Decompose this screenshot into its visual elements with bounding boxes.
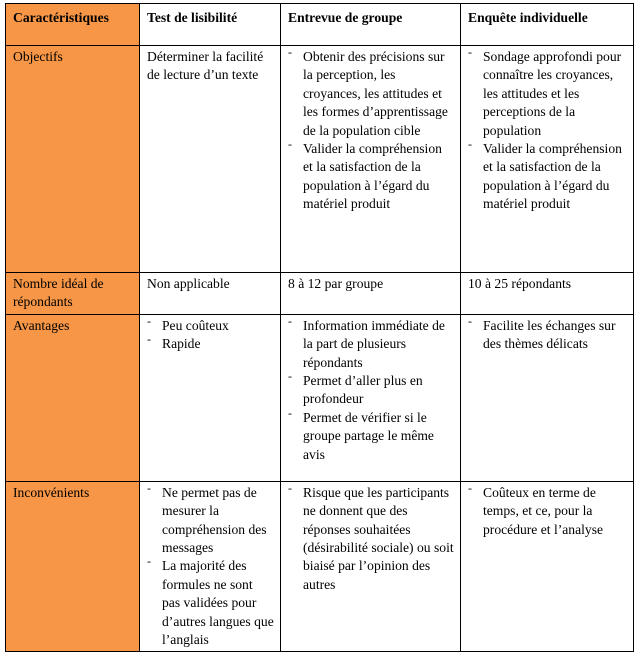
cell-objectifs-lisibilite: Déterminer la facilité de lecture d’un texte <box>140 46 281 273</box>
bullet-item: - Valider la compréhension et la satisfaction de la population à l’égard du matériel produit <box>288 140 454 214</box>
row-label-avantages: Avantages <box>6 314 140 481</box>
bullet-item: - Permet de vérifier si le groupe partage le même avis <box>288 409 454 464</box>
cell-nombre-groupe: 8 à 12 par groupe <box>281 273 461 315</box>
bullet-item: - Obtenir des précisions sur la perception, les croyances, les attitudes et les formes d’apprentissage de la population cible <box>288 48 454 140</box>
row-label-inconvenients: Inconvénients <box>6 481 140 652</box>
row-avantages <box>6 314 634 481</box>
bullet-item: - Permet d’aller plus en profondeur <box>288 372 454 409</box>
bullet-item: - Valider la compréhension et la satisfaction de la population à l’égard du matériel produit <box>468 140 627 214</box>
bullet-list <box>468 317 627 354</box>
comparison-table <box>5 3 634 652</box>
cell-objectifs-individuelle <box>461 46 634 273</box>
row-nombre <box>6 273 634 315</box>
row-label-nombre: Nombre idéal de répondants <box>6 273 140 315</box>
header-entrevue-groupe: Entrevue de groupe <box>281 4 461 46</box>
header-test-lisibilite: Test de lisibilité <box>140 4 281 46</box>
bullet-item: - Facilite les échanges sur des thèmes délicats <box>468 317 627 354</box>
bullet-list <box>288 48 454 214</box>
bullet-list <box>288 317 454 464</box>
header-enquete-individuelle: Enquête individuelle <box>461 4 634 46</box>
cell-avantages-lisibilite <box>140 314 281 481</box>
cell-inconvenients-groupe <box>281 481 461 652</box>
bullet-list <box>147 484 274 650</box>
bullet-list <box>147 317 274 354</box>
cell-avantages-individuelle <box>461 314 634 481</box>
bullet-item: - Risque que les participants ne donnent que des réponses souhaitées (désirabilité sociale) ou soit biaisé par l’opinion des autres <box>288 484 454 594</box>
cell-nombre-individuelle: 10 à 25 répondants <box>461 273 634 315</box>
cell-inconvenients-lisibilite <box>140 481 281 652</box>
bullet-list <box>468 48 627 214</box>
cell-objectifs-groupe <box>281 46 461 273</box>
bullet-item: - Information immédiate de la part de plusieurs répondants <box>288 317 454 372</box>
bullet-item: - Rapide <box>147 335 274 353</box>
header-row <box>6 4 634 46</box>
row-objectifs <box>6 46 634 273</box>
bullet-item: - Peu coûteux <box>147 317 274 335</box>
bullet-item: - Sondage approfondi pour connaître les croyances, les attitudes et les perceptions de la population <box>468 48 627 140</box>
bullet-list <box>288 484 454 594</box>
bullet-list <box>468 484 627 539</box>
bullet-item: - Ne permet pas de mesurer la compréhension des messages <box>147 484 274 558</box>
cell-avantages-groupe <box>281 314 461 481</box>
row-label-objectifs: Objectifs <box>6 46 140 273</box>
row-inconvenients <box>6 481 634 652</box>
bullet-item: - La majorité des formules ne sont pas validées pour d’autres langues que l’anglais <box>147 557 274 649</box>
bullet-item: - Coûteux en terme de temps, et ce, pour la procédure et l’analyse <box>468 484 627 539</box>
header-caracteristiques: Caractéristiques <box>6 4 140 46</box>
cell-inconvenients-individuelle <box>461 481 634 652</box>
cell-nombre-lisibilite: Non applicable <box>140 273 281 315</box>
